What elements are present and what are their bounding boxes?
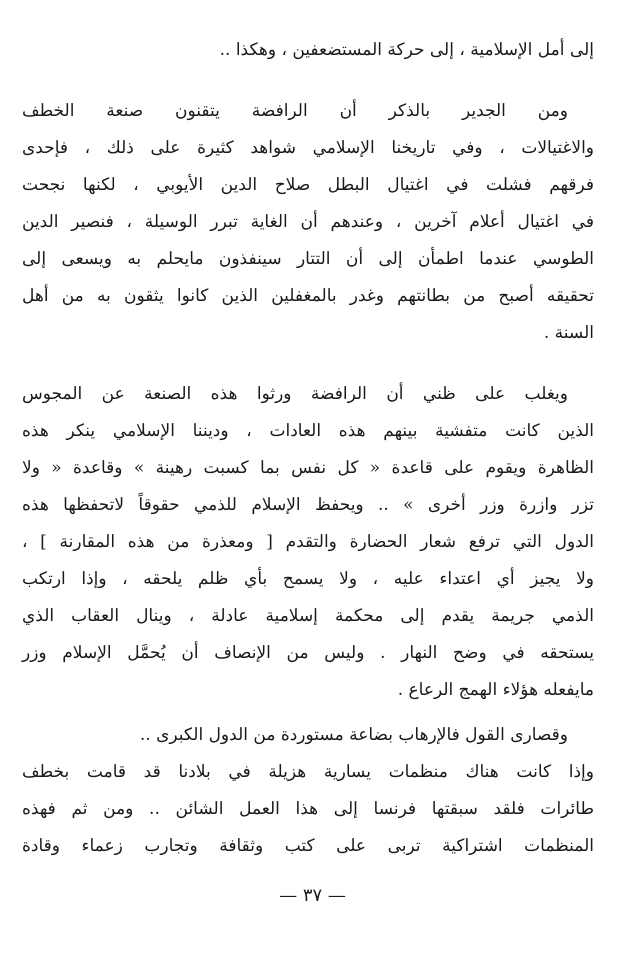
text-line: ويغلب على ظني أن الرافضة ورثوا هذه الصنعة عن المجوس: [22, 384, 568, 404]
paragraph-gap: [22, 352, 594, 376]
paragraph-4: [22, 717, 594, 865]
paragraph-2: [22, 93, 594, 352]
text-line: طائرات فلقد سبقتها فرنسا إلى هذا العمل الشائن .. ومن ثم فهذه: [22, 799, 594, 819]
text-line: والاغتيالات ، وفي تاريخنا الإسلامي شواهد كثيرة على ذلك ، فإحدى: [22, 138, 594, 158]
text-line: وإذا كانت هناك منظمات يسارية هزيلة في بلادنا قد قامت بخطف: [22, 762, 594, 782]
text-line: الطوسي عندما اطمأن إلى أن التتار سينفذون مايحلم به ويسعى إلى: [22, 249, 594, 269]
text-line: وقصارى القول فالإرهاب بضاعة مستوردة من الدول الكبرى ..: [139, 725, 568, 745]
paragraph-3: [22, 376, 594, 709]
text-line: يستحقه في وضح النهار . وليس من الإنصاف أن يُحمَّل الإسلام وزر: [22, 643, 594, 663]
text-line: الدول التي ترفع شعار الحضارة والتقدم [ ومعذرة من هذه المقارنة ] ،: [22, 532, 594, 552]
text-line: إلى أمل الإسلامية ، إلى حركة المستضعفين ، وهكذا ..: [219, 40, 594, 60]
text-line: تزر وازرة وزر أخرى » .. ويحفظ الإسلام للذمي حقوقاً لاتحفظها هذه: [22, 495, 594, 515]
text-line: الذمي جريمة يقدم إلى محكمة إسلامية عادلة ، وينال العقاب الذي: [22, 606, 594, 626]
page-number: — ٣٧ —: [279, 885, 346, 906]
text-line: ومن الجدير بالذكر أن الرافضة يتقنون صنعة الخطف: [22, 101, 568, 121]
text-line: ولا يجيز أي اعتداء عليه ، ولا يسمح بأي ظلم يلحقه ، وإذا ارتكب: [22, 569, 594, 589]
paragraph-1: [22, 32, 594, 69]
paragraph-gap: [22, 709, 594, 717]
paragraph-gap: [22, 69, 594, 93]
page-body: [22, 32, 594, 865]
text-line: الذين كانت متفشية بينهم هذه العادات ، وديننا الإسلامي ينكر هذه: [22, 421, 594, 441]
text-line: في اغتيال أعلام آخرين ، وعندهم أن الغاية تبرر الوسيلة ، فنصير الدين: [22, 212, 594, 232]
text-line: السنة .: [543, 323, 594, 343]
text-line: مايفعله هؤلاء الهمج الرعاع .: [397, 680, 594, 700]
text-line: تحقيقه أصبح من بطانتهم وغدر بالمغفلين الذين كانوا يثقون به من أهل: [22, 286, 594, 306]
text-line: المنظمات اشتراكية تربى على كتب وثقافة وتجارب زعماء وقادة: [22, 836, 594, 856]
text-line: الظاهرة ويقوم على قاعدة « كل نفس بما كسبت رهينة » وقاعدة « ولا: [22, 458, 594, 478]
text-line: فرقهم فشلت في اغتيال البطل صلاح الدين الأيوبي ، لكنها نجحت: [22, 175, 594, 195]
